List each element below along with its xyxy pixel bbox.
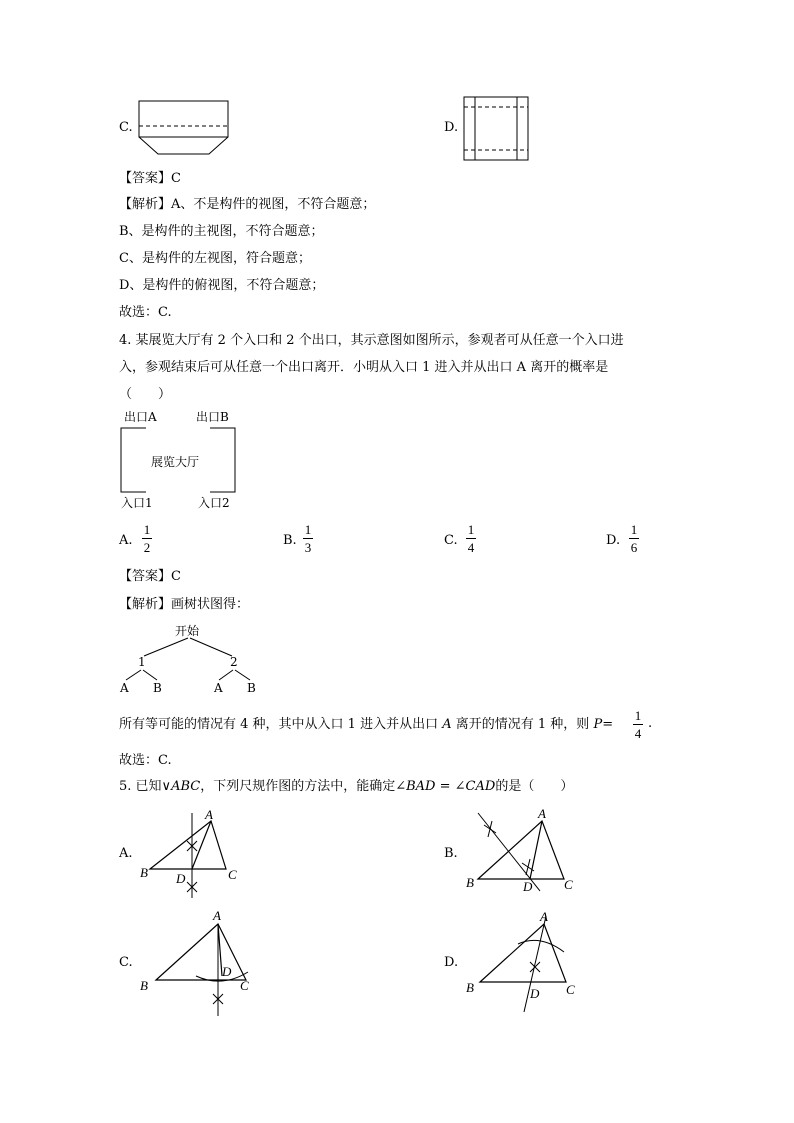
q4-option-c-label: C. [444,533,458,548]
q4-option-b-fraction: 1 3 [304,522,312,555]
q5-option-b-figure [460,803,585,898]
q3-analysis-line-3: C、是构件的左视图，符合题意； [119,251,311,266]
hall-label: 展览大厅 [151,455,200,469]
q5b-point-c: C [564,877,573,892]
exit-a-label: 出口A [124,410,157,424]
q3-analysis-line-4: D、是构件的俯视图，不符合题意； [119,278,325,293]
entry-2-label: 入口2 [198,496,230,510]
q5b-point-b: B [466,875,474,890]
q5-stem: 5. 已知∨ABC，下列尺规作图的方法中，能确定∠BAD = ∠CAD的是（ ） [119,779,574,794]
tree-node-2: 2 [230,655,238,669]
q4-stem-line-1: 4. 某展览大厅有 2 个入口和 2 个出口，其示意图如图所示，参观者可从任意一个入口进 [119,333,624,348]
q5d-point-d: D [530,986,540,1001]
q4-conclusion-fraction: 1 4 [634,708,642,741]
q5-option-a-figure [138,803,248,903]
q4-conclusion-period: . [648,716,653,731]
q4-stem-line-3: （ ） [119,387,172,402]
q5a-point-d: D [176,871,186,886]
q4-conclusion: 所有等可能的情况有 4 种，其中从入口 1 进入并从出口 A 离开的情况有 1 种，则 P= [119,717,614,732]
tree-leaf-2b: B [247,681,256,695]
q4-option-c-fraction: 1 4 [467,522,475,555]
q5d-point-c: C [566,982,575,997]
tree-root: 开始 [175,624,200,638]
exit-b-label: 出口B [196,410,229,424]
q5-option-c-label: C. [119,955,133,970]
q5d-point-a: A [540,909,548,924]
q4-choose: 故选：C. [119,753,172,768]
q5c-point-a: A [213,908,221,923]
q3-answer: 【答案】C [119,171,181,186]
q4-option-b-label: B. [283,533,297,548]
tree-leaf-1b: B [153,681,162,695]
q4-option-d-fraction: 1 6 [630,522,638,555]
q4-option-a-fraction: 1 2 [143,522,151,555]
q5a-point-a: A [205,807,213,822]
q5c-point-b: B [140,978,148,993]
q4-answer: 【答案】C [119,569,181,584]
q4-tree-diagram [112,620,272,700]
tree-leaf-2a: A [214,681,223,695]
q5d-point-b: B [466,980,474,995]
q5b-point-a: A [538,806,546,821]
tree-node-1: 1 [138,655,146,669]
q5a-point-c: C [228,867,237,882]
q5-option-c-figure [136,906,261,1021]
q3-analysis-line-2: B、是构件的主视图，不符合题意； [119,224,324,239]
tree-leaf-1a: A [120,681,129,695]
q3-option-c-figure [138,100,230,156]
q3-option-c-label: C. [119,120,133,135]
q5a-point-b: B [140,865,148,880]
q5-option-a-label: A. [119,846,133,861]
q4-hall-figure [118,408,243,512]
q3-analysis-line-1: 【解析】A、不是构件的视图，不符合题意； [119,197,376,212]
q4-stem-line-2: 入，参观结束后可从任意一个出口离开．小明从入口 1 进入并从出口 A 离开的概率是 [119,360,609,375]
q5c-point-d: D [222,964,232,979]
q5c-point-c: C [240,978,249,993]
q3-choose: 故选：C. [119,305,172,320]
q3-option-d-figure [462,95,532,163]
q3-option-d-label: D. [444,120,459,135]
q5-option-d-label: D. [444,955,459,970]
entry-1-label: 入口1 [121,496,153,510]
q5b-point-d: D [523,879,533,894]
q5-option-d-figure [460,906,585,1016]
q4-option-d-label: D. [606,533,621,548]
q5-option-b-label: B. [444,846,458,861]
q4-analysis-intro: 【解析】画树状图得： [119,597,250,612]
q4-option-a-label: A. [119,533,133,548]
